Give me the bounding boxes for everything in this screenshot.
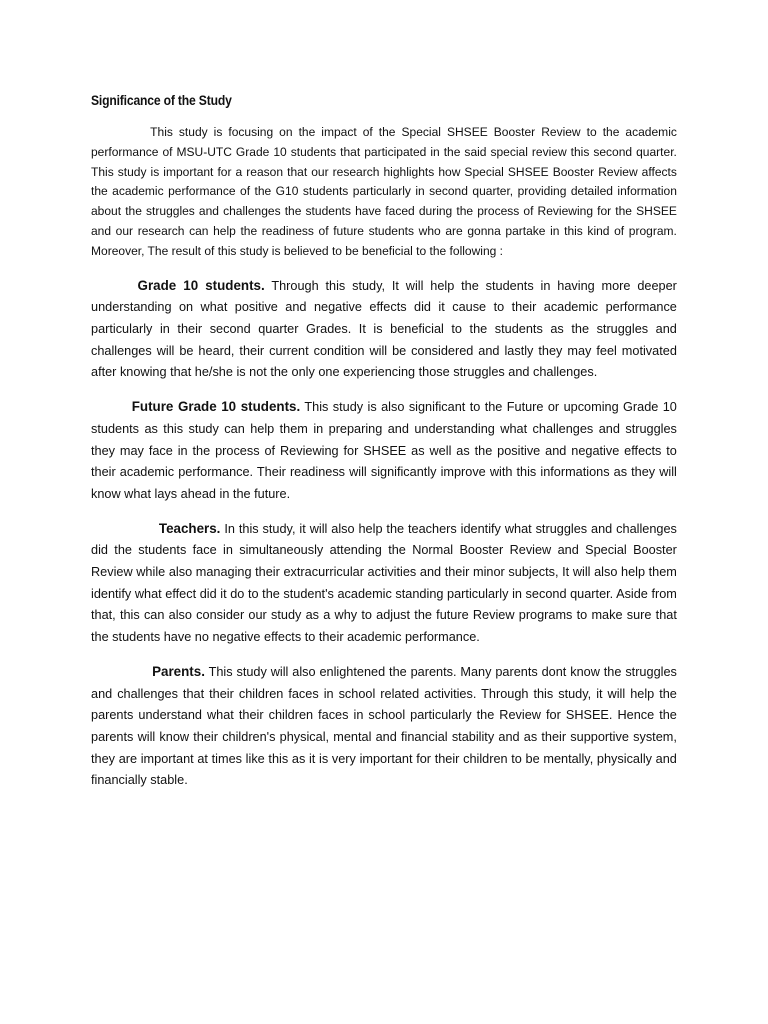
- page-title: Significance of the Study: [91, 93, 232, 108]
- section-body: In this study, it will also help the teachers identify what struggles and challenges did the students face in simultaneously attending the Normal Booster Review and Special Booster Review while also managing their extracurricular activities and their minor subjects, It will also help them identify what effect did it do to the student's academic standing particularly in second quarter. Aside from that, this can also consider our study as a why to adjust the future Review programs to make sure that the students have no negative effects to their academic performance.: [91, 520, 677, 645]
- section-body: This study is also significant to the Future or upcoming Grade 10 students as this study can help them in preparing and understanding what challenges and struggles they may face in the process of Reviewing for SHSEE as well as the positive and negative effects to their academic performance. Their readiness will significantly improve with this informations as they will know what lays ahead in the future.: [91, 399, 677, 501]
- section-heading: Grade 10 students.: [137, 277, 265, 293]
- document-page: [91, 93, 677, 804]
- section-teachers: [91, 518, 677, 648]
- section-parents: [91, 661, 677, 791]
- section-grade-10-students: [91, 275, 677, 384]
- section-body: Through this study, It will help the students in having more deeper understanding on what positive and negative effects did it cause to their academic performance particularly in their second quarter Grades. It is beneficial to the students as the struggles and challenges will be heard, their current condition will be considered and lastly they may feel motivated after knowing that he/she is not the only one experiencing those struggles and challenges.: [91, 277, 677, 380]
- section-heading: Parents.: [152, 663, 205, 679]
- intro-paragraph: This study is focusing on the impact of the Special SHSEE Booster Review to the academic performance of MSU-UTC Grade 10 students that participated in the said special review this second quarter. This study is important for a reason that our research highlights how Special SHSEE Booster Review affects the academic performance of the G10 students particularly in second quarter, providing detailed information about the struggles and challenges the students have faced during the process of Reviewing for the SHSEE and our research can help the readiness of future students who are gonna partake in this kind of program. Moreover, The result of this study is believed to be beneficial to the following :: [91, 125, 677, 258]
- section-body: This study will also enlightened the parents. Many parents dont know the struggles and challenges that their children faces in school related activities. Through this study, it will help the parents understand what their children faces in school particularly the Review for SHSEE. Hence the parents will know their children's physical, mental and financial stability and as their supportive system, they are important at times like this as it is very important for their children to be mentally, physically and financially stable.: [91, 663, 677, 788]
- section-heading: Teachers.: [158, 520, 221, 536]
- section-heading: Future Grade 10 students.: [131, 399, 301, 415]
- section-future-grade-10-students: [91, 396, 677, 505]
